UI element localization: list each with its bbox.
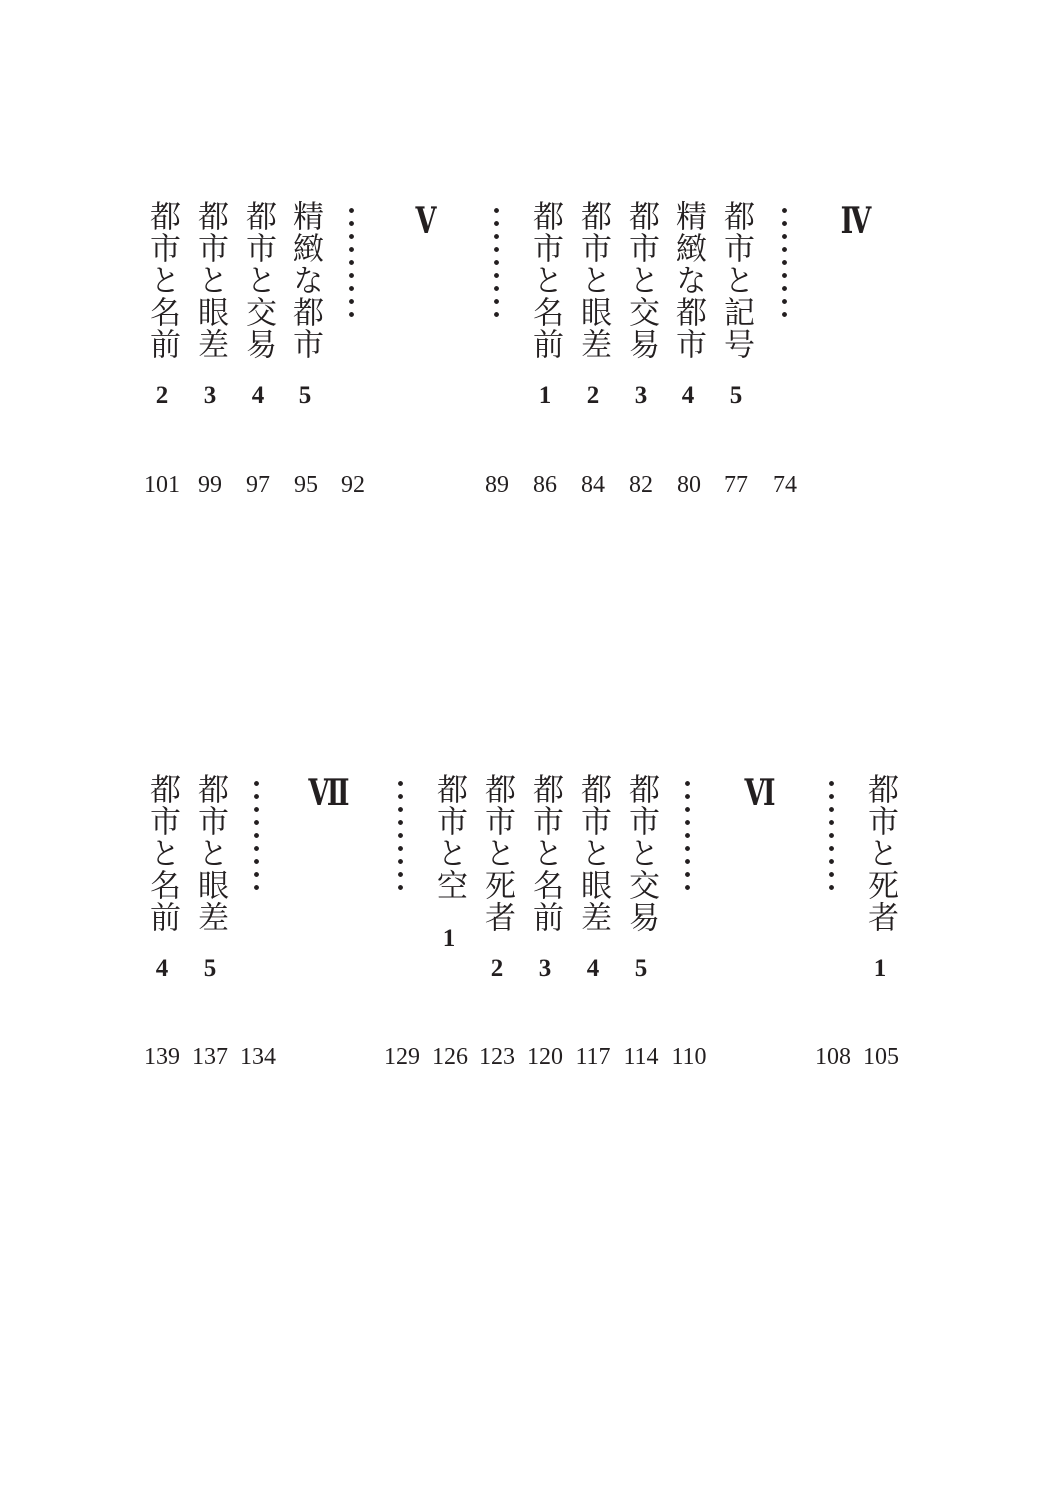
- entry-number: 5: [634, 955, 648, 982]
- leader-dots: [685, 777, 690, 895]
- entry-number: 1: [873, 955, 887, 982]
- page-number: 95: [294, 472, 318, 498]
- entry-number: 2: [155, 382, 169, 409]
- entry-title: 都市と死者: [862, 773, 898, 933]
- page-number: 86: [533, 472, 557, 498]
- entry-number: 5: [729, 382, 743, 409]
- entry-number: 3: [538, 955, 552, 982]
- section-heading-iv: Ⅳ: [840, 201, 872, 241]
- page-number: 110: [671, 1044, 707, 1070]
- entry-number: 4: [681, 382, 695, 409]
- page-number: 129: [384, 1044, 420, 1070]
- entry-title: 都市と眼差: [575, 773, 611, 933]
- entry-number: 2: [586, 382, 600, 409]
- leader-dots: [349, 204, 354, 322]
- entry-title: 都市と交易: [240, 200, 276, 360]
- page-number: 137: [192, 1044, 228, 1070]
- entry-title: 都市と名前: [527, 200, 563, 360]
- entry-number: 4: [586, 955, 600, 982]
- entry-title: 都市と眼差: [192, 200, 228, 360]
- entry-title: 都市と眼差: [192, 773, 228, 933]
- leader-dots: [398, 777, 403, 895]
- leader-dots: [254, 777, 259, 895]
- entry-number: 3: [203, 382, 217, 409]
- section-heading-v: Ⅴ: [415, 201, 437, 241]
- entry-title: 都市と交易: [623, 773, 659, 933]
- page-number: 120: [527, 1044, 563, 1070]
- entry-title: 精緻な都市: [287, 200, 323, 360]
- entry-number: 4: [155, 955, 169, 982]
- entry-title: 都市と空: [431, 773, 467, 901]
- leader-dots: [829, 777, 834, 895]
- entry-number: 5: [298, 382, 312, 409]
- entry-number: 1: [538, 382, 552, 409]
- section-heading-vi: Ⅵ: [744, 773, 776, 813]
- entry-title: 都市と名前: [527, 773, 563, 933]
- page-number: 126: [432, 1044, 468, 1070]
- entry-number: 1: [442, 925, 456, 952]
- page-number: 97: [246, 472, 270, 498]
- page-number: 89: [485, 472, 509, 498]
- page-number: 84: [581, 472, 605, 498]
- leader-dots: [782, 204, 787, 322]
- page-number: 105: [863, 1044, 899, 1070]
- entry-title: 都市と名前: [144, 200, 180, 360]
- page-number: 134: [240, 1044, 276, 1070]
- entry-title: 精緻な都市: [670, 200, 706, 360]
- entry-number: 2: [490, 955, 504, 982]
- entry-number: 4: [251, 382, 265, 409]
- page-number: 92: [341, 472, 365, 498]
- entry-title: 都市と眼差: [575, 200, 611, 360]
- entry-title: 都市と記号: [718, 200, 754, 360]
- page-number: 108: [815, 1044, 851, 1070]
- page-number: 117: [575, 1044, 611, 1070]
- page-number: 139: [144, 1044, 180, 1070]
- section-heading-vii: Ⅶ: [308, 773, 350, 813]
- entry-number: 3: [634, 382, 648, 409]
- page-number: 99: [198, 472, 222, 498]
- entry-title: 都市と交易: [623, 200, 659, 360]
- entry-title: 都市と死者: [479, 773, 515, 933]
- entry-title: 都市と名前: [144, 773, 180, 933]
- page-number: 80: [677, 472, 701, 498]
- page-number: 123: [479, 1044, 515, 1070]
- leader-dots: [494, 204, 499, 322]
- page-number: 101: [144, 472, 180, 498]
- page-number: 114: [623, 1044, 659, 1070]
- entry-number: 5: [203, 955, 217, 982]
- page-number: 82: [629, 472, 653, 498]
- page-number: 77: [724, 472, 748, 498]
- page-number: 74: [773, 472, 797, 498]
